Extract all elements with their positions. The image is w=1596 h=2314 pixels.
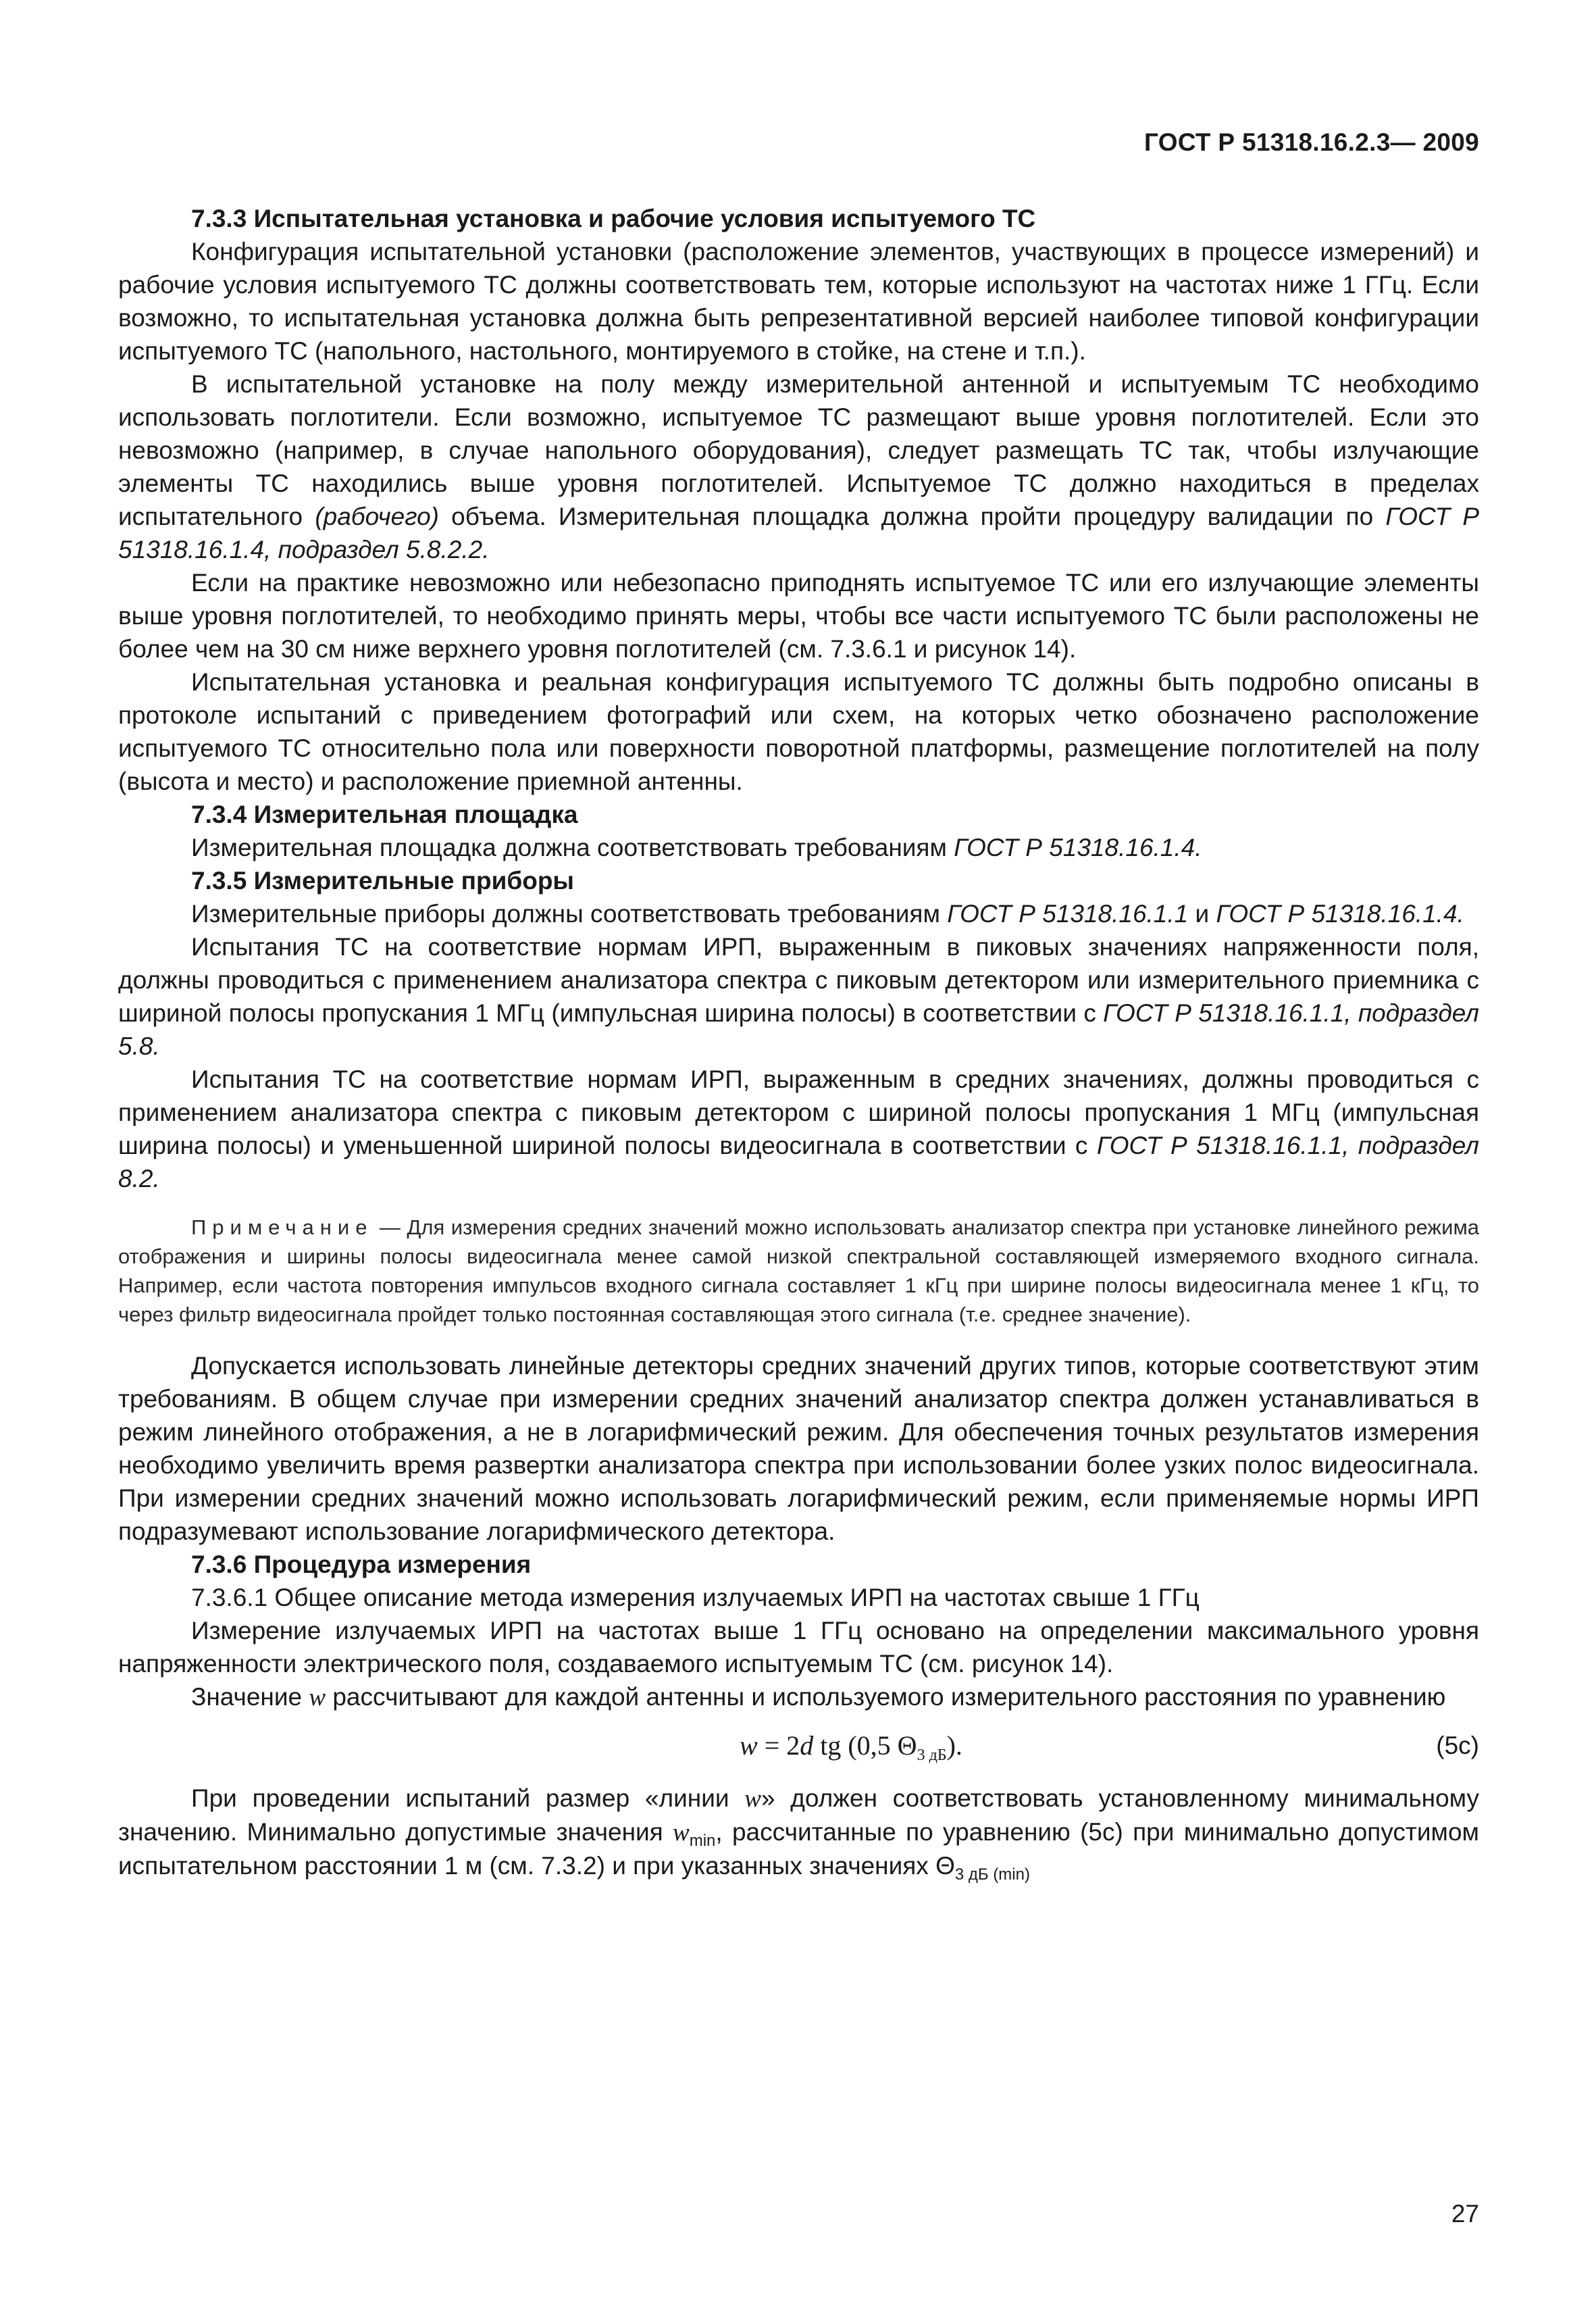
section-7-3-3-heading: 7.3.3 Испытательная установка и рабочие условия испытуемого ТС [191,205,1036,232]
paragraph: Если на практике невозможно или небезопасно приподнять испытуемое ТС или его излучающие элементы выше уровня поглотителей, то необходимо принять меры, чтобы все части испытуемого ТС были расположены не более чем на 30 см ниже верхнего уровня поглотителей (см. 7.3.6.1 и рисунок 14). [118,569,1479,663]
paragraph: Испытательная установка и реальная конфигурация испытуемого ТС должны быть подробно описаны в протоколе испытаний с приведением фотографий или схем, на которых четко обозначено расположение испытуемого ТС относительно пола или поверхности поворотной платформы, размещение поглотителей на полу (высота и место) и расположение приемной антенны. [118,668,1479,795]
variable-wmin: w [673,1819,690,1846]
standard-reference: ГОСТ Р 51318.16.1.1, подраздел 8.2. [118,1132,1479,1192]
paragraph: Измерение излучаемых ИРП на частотах выше 1 ГГц основано на определении максимального уровня напряженности электрического поля, создаваемого испытуемым ТС (см. рисунок 14). [118,1617,1479,1678]
italic-text: (рабочего) [315,503,439,530]
document-header-id: ГОСТ Р 51318.16.2.3— 2009 [1143,128,1479,156]
section-7-3-5-heading: 7.3.5 Измерительные приборы [191,867,575,895]
paragraph: Измерительная площадка должна соответствовать требованиям ГОСТ Р 51318.16.1.4. [191,834,1202,861]
document-body [118,202,1479,1882]
paragraph: Испытания ТС на соответствие нормам ИРП, выраженным в средних значениях, должны проводиться с применением анализатора спектра с пиковым детектором с шириной полосы пропускания 1 МГц (импульсная ширина полосы) и уменьшенной шириной полосы видеосигнала в соответствии с ГОСТ Р 51318.16.1.1, подраздел 8.2. [118,1065,1479,1192]
equation-body: w = 2d tg (0,5 $\Theta_{3 дБ}$). [740,1730,962,1764]
paragraph: Измерительные приборы должны соответствовать требованиям ГОСТ Р 51318.16.1.1 и ГОСТ Р 51318.16.1.4. [191,900,1464,928]
section-7-3-4-heading: 7.3.4 Измерительная площадка [191,801,578,828]
note-text: — Для измерения средних значений можно использовать анализатор спектра при установке линейного режима отображения и ширины полосы видеосигнала менее самой низкой спектральной составляющей измеряемого входного сигнала. Например, если частота повторения импульсов входного сигнала составляет 1 кГц при ширине полосы видеосигнала менее 1 кГц, то через фильтр видеосигнала пройдет только постоянная составляющая этого сигнала (т.е. среднее значение). [118,1215,1479,1326]
document-page [118,0,1479,2314]
variable-w: w [744,1785,761,1813]
standard-reference: ГОСТ Р 51318.16.1.4, подраздел 5.8.2.2. [118,503,1480,563]
paragraph: Испытания ТС на соответствие нормам ИРП, выраженным в пиковых значениях напряженности поля, должны проводиться с применением анализатора спектра с пиковым детектором или измерительного приемника с шириной полосы пропускания 1 МГц (импульсная ширина полосы) в соответствии с ГОСТ Р 51318.16.1.1, подраздел 5.8. [118,933,1479,1060]
standard-reference: ГОСТ Р 51318.16.1.1 [947,900,1189,928]
paragraph: В испытательной установке на полу между измерительной антенной и испытуемым ТС необходимо использовать поглотители. Если возможно, испытуемое ТС размещают выше уровня поглотителей. Если это невозможно (например, в случае напольного оборудования), следует размещать ТС так, чтобы излучающие элементы ТС находились выше уровня поглотителей. Испытуемое ТС должно находиться в пределах испытательного (рабочего) объема. Измерительная площадка должна пройти процедуру валидации по ГОСТ Р 51318.16.1.4, подраздел 5.8.2.2. [118,370,1480,563]
variable-w: w [309,1684,326,1711]
paragraph: Значение w рассчитывают для каждой антенны и используемого измерительного расстояния по уравнению [191,1683,1446,1711]
equation-number: (5c) [1436,1732,1479,1759]
section-7-3-6-heading: 7.3.6 Процедура измерения [191,1551,532,1578]
paragraph: При проведении испытаний размер «линии w» должен соответствовать установленному минимальному значению. Минимально допустимые значения $w_{min}$, рассчитанные по уравнению (5c) при минимально допустимом испытательном расстоянии 1 м (см. 7.3.2) и при указанных значениях $\Theta_{3 дБ (min)}$ [118,1784,1479,1884]
standard-reference: ГОСТ Р 51318.16.1.4. [954,834,1202,861]
note-label: Примечание [191,1215,374,1239]
paragraph: Конфигурация испытательной установки (расположение элементов, участвующих в процессе измерений) и рабочие условия испытуемого ТС должны соответствовать тем, которые используют на частотах ниже 1 ГГц. Если возможно, то испытательная установка должна быть репрезентативной версией наиболее типовой конфигурации испытуемого ТС (напольного, настольного, монтируемого в стойке, на стене и т.п.). [118,238,1479,365]
subsection-7-3-6-1-title: 7.3.6.1 Общее описание метода измерения излучаемых ИРП на частотах свыше 1 ГГц [191,1584,1200,1611]
standard-reference: ГОСТ Р 51318.16.1.1, подраздел 5.8. [118,999,1479,1060]
page-number: 27 [1451,2200,1479,2228]
paragraph: Допускается использовать линейные детекторы средних значений других типов, которые соответствуют этим требованиям. В общем случае при измерении средних значений анализатор спектра должен устанавливаться в режим линейного отображения, а не в логарифмический режим. Для обеспечения точных результатов измерения необходимо увеличить время развертки анализатора спектра при использовании более узких полос видеосигнала. При измерении средних значений можно использовать логарифмический режим, если применяемые нормы ИРП подразумевают использование логарифмического детектора. [118,1352,1479,1545]
note [118,1213,1479,1329]
equation-5c [118,1729,1479,1764]
standard-reference: ГОСТ Р 51318.16.1.4. [1216,900,1464,928]
